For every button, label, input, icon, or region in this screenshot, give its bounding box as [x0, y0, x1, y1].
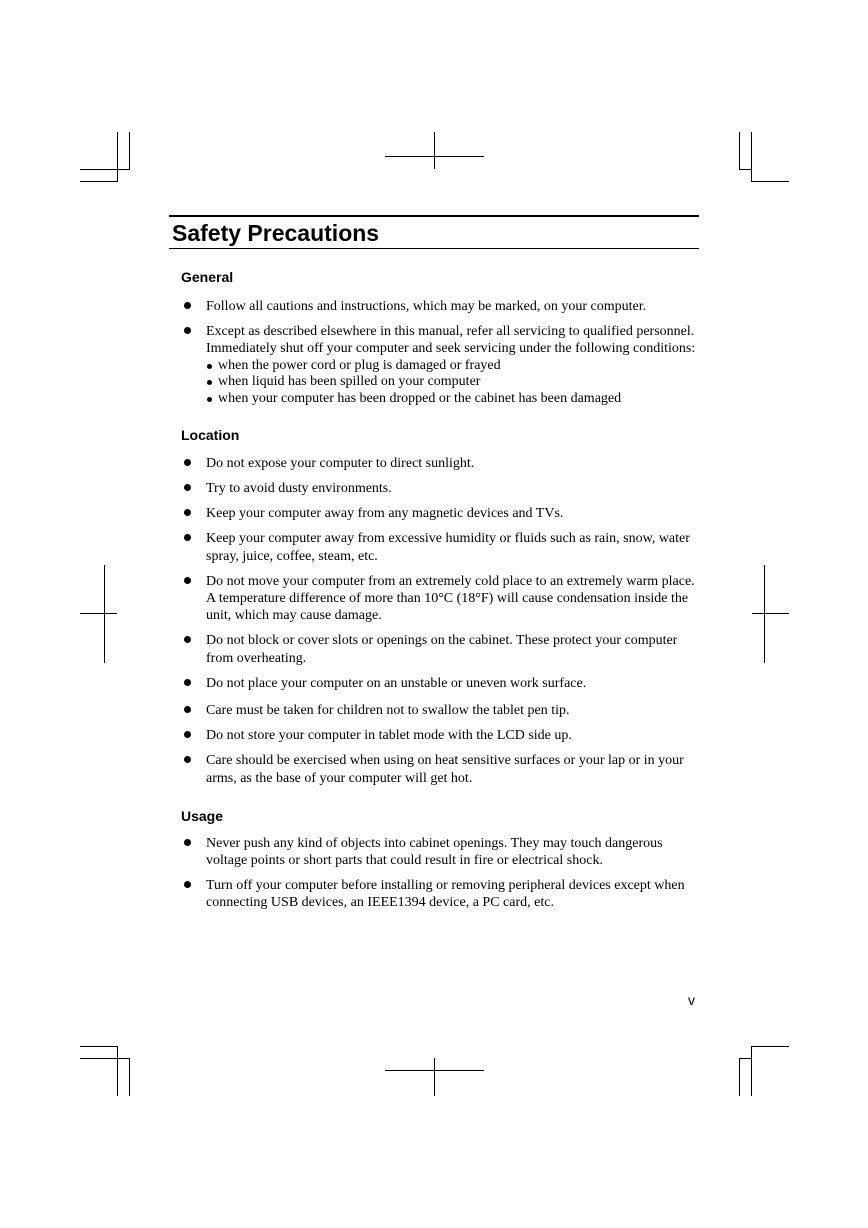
sub-list-item: when the power cord or plug is damaged or frayed — [206, 358, 701, 375]
list-item: Keep your computer away from excessive humidity or fluids such as rain, snow, water spray, juice, coffee, steam, etc. — [181, 530, 701, 564]
list-item: Care should be exercised when using on heat sensitive surfaces or your lap or in your arms, as the base of your computer will get hot. — [181, 752, 701, 786]
section-heading: Usage — [181, 807, 224, 824]
list-item: Do not expose your computer to direct sunlight. — [181, 455, 701, 472]
page-number: v — [688, 992, 695, 1008]
list-item — [181, 323, 701, 408]
list-item: Keep your computer away from any magnetic devices and TVs. — [181, 505, 701, 522]
list-item: Never push any kind of objects into cabinet openings. They may touch dangerous voltage points or short parts that could result in fire or electrical shock. — [181, 835, 701, 869]
page-title: Safety Precautions — [172, 220, 380, 246]
page-content — [181, 268, 701, 912]
title-rule-top — [169, 215, 699, 217]
section-usage — [181, 807, 701, 912]
list-item: Turn off your computer before installing or removing peripheral devices except when connecting USB devices, an IEEE1394 device, a PC card, etc. — [181, 877, 701, 911]
list-item: Try to avoid dusty environments. — [181, 480, 701, 497]
bullet-list — [181, 455, 701, 787]
sub-list-item: when your computer has been dropped or the cabinet has been damaged — [206, 391, 701, 408]
bullet-list — [181, 835, 701, 912]
section-heading: Location — [181, 426, 240, 443]
list-item: Follow all cautions and instructions, which may be marked, on your computer. — [181, 298, 701, 315]
list-item: Do not place your computer on an unstable or uneven work surface. — [181, 675, 701, 692]
list-item: Care must be taken for children not to swallow the tablet pen tip. — [181, 702, 701, 719]
section-heading: General — [181, 269, 234, 285]
title-rule-bottom — [169, 248, 699, 249]
sub-list — [206, 358, 701, 408]
list-item: Do not block or cover slots or openings on the cabinet. These protect your computer from overheating. — [181, 632, 701, 666]
list-item: Do not move your computer from an extremely cold place to an extremely warm place. A temperature difference of more than 10°C (18°F) will cause condensation inside the unit, which may cause damage. — [181, 573, 701, 625]
list-item: Do not store your computer in tablet mode with the LCD side up. — [181, 727, 701, 744]
section-general — [181, 268, 701, 408]
section-location — [181, 426, 701, 787]
bullet-list — [181, 298, 701, 408]
list-item-text: Except as described elsewhere in this manual, refer all servicing to qualified personnel. Immediately shut off your computer and seek servicing under the following conditions: — [206, 324, 696, 357]
sub-list-item: when liquid has been spilled on your computer — [206, 374, 701, 391]
